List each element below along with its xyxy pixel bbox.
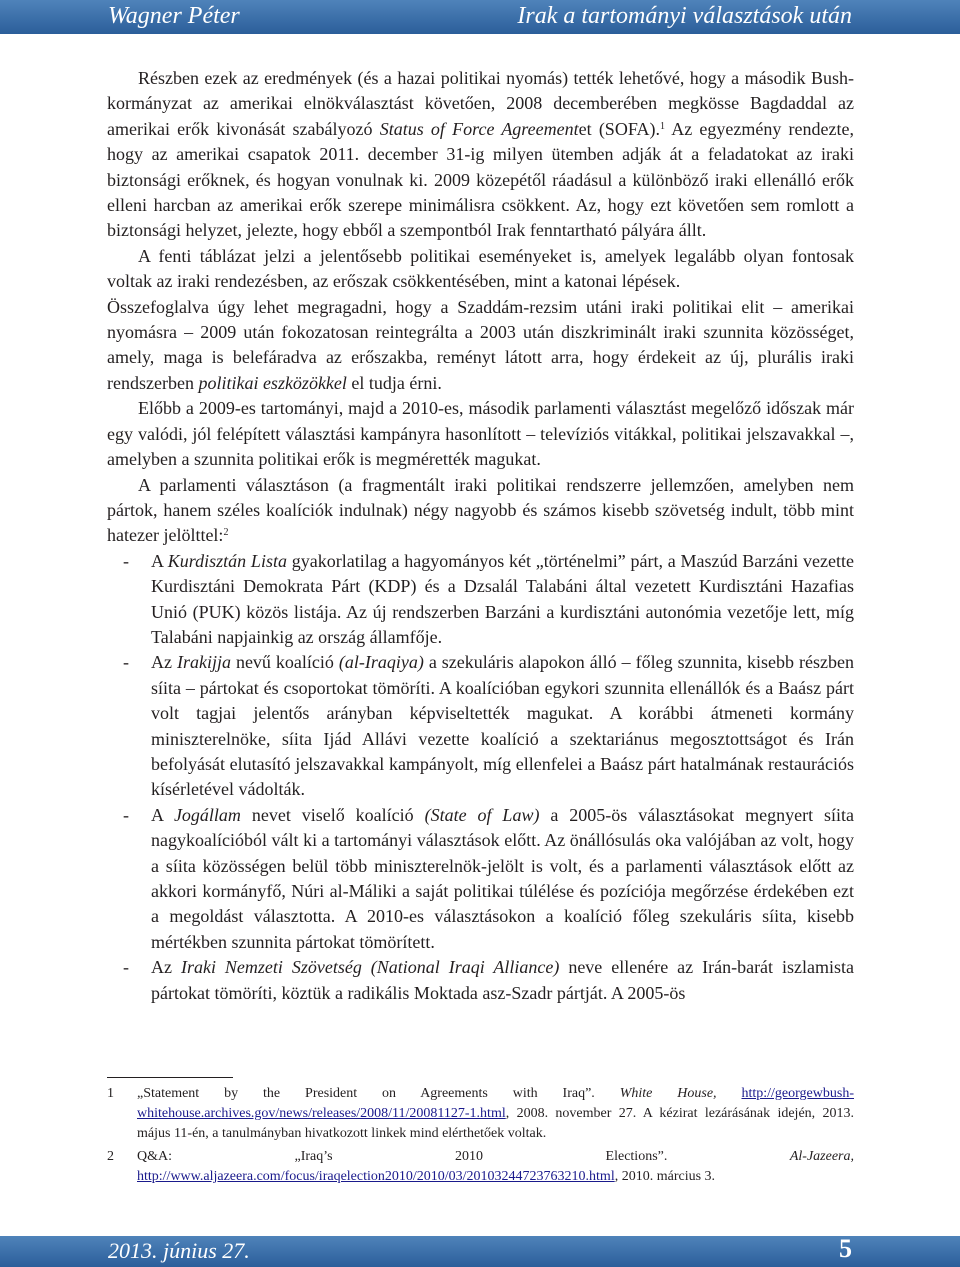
footnote-number: 1 (107, 1086, 114, 1101)
text-run: A (151, 804, 174, 825)
main-text (107, 66, 854, 1006)
text-run: gyakorlatilag a hagyományos két „történelmi” párt, a Maszúd Barzáni vezette Kurdisztáni Demokrata Párt (KDP) és a Dzsalál Talabáni által vezetett Kurdisztáni Hazafias Unió (PUK) közös listája. Az új rendszerben Barzáni a kurdisztáni autonómia vezetője lett, míg Talabáni napjainkig az ország államfője. (151, 550, 855, 647)
list-item-iraqiya (107, 650, 854, 802)
text-run: et (SOFA). (578, 118, 660, 139)
footnote-1 (107, 1084, 854, 1144)
dash-bullet: - (123, 550, 129, 571)
list-item-state-of-law (107, 803, 854, 955)
text-run: , 2010. március 3. (614, 1169, 716, 1184)
text-run: Összefoglalva úgy lehet megragadni, hogy a Szaddám-rezsim utáni iraki politikai elit – amerikai nyomásra – 2009 után fokozatosan reintegrálta a 2003 után diszkriminált iraki szunnita közösséget, amely, maga is belefáradva az erőszakba, reményt látott arra, hogy érdekeit az új, plurális iraki rendszerben (107, 296, 854, 393)
text-run: , 2008. november 27. A kézirat lezárásának idején, 2013. május 11-én, a tanulmányban hivatkozott linkek mind elérthetőek voltak. (137, 1106, 854, 1141)
text-run: Az (151, 652, 177, 673)
text-run: Részben ezek az eredmények (és a hazai politikai nyomás) tették lehetővé, hogy a második Bush-kormányzat az amerikai elnökválasztást követően, 2008 decemberében megkösse Bagdaddal az amerikai erők kivonását szabályozó (107, 68, 854, 139)
running-header-title: Irak a tartományi választások után (517, 3, 852, 29)
text-run: A parlamenti választáson (a fragmentált iraki politikai rendszerre jellemzően, amelyben nem pártok, hanem széles koalíciók indulnak) négy nagyobb és számos kisebb szövetség indult, több mint hatezer jelölttel: (107, 474, 854, 546)
text-run: nevet viselő koalíció (240, 804, 425, 825)
paragraph-5 (107, 473, 854, 549)
dash-bullet: - (123, 804, 129, 825)
text-run: nevű koalíció (230, 652, 339, 673)
paragraph-2: A fenti táblázat jelzi a jelentősebb politikai eseményeket is, amelyek legalább olyan fontosak voltak az iraki rendezésben, az erőszak csökkentésében, mint a katonai lépések. (107, 245, 854, 292)
dash-bullet: - (123, 652, 129, 673)
italic-term: Irakijja (176, 652, 231, 673)
paragraph-1 (107, 66, 854, 244)
running-header-author: Wagner Péter (108, 3, 240, 29)
page-number: 5 (839, 1234, 852, 1263)
text-run: Az egyezmény rendezte, hogy az amerikai csapatok 2011. december 31-ig milyen ütemben adják át a feladatokat az iraki biztonsági erőknek, és hogyan vonulnak ki. 2009 közepétől ráadásul a különböző iraki ellenálló erők elleni harcban az amerikai erők szerepe minimálisra csökkent. Az, hogy ezt követően sem romlott a biztonsági helyzet, jelezte, hogy ebből a szempontból Irak fenntartható pályára állt. (107, 118, 855, 241)
text-run: Az (151, 957, 181, 978)
italic-term: (State of Law) (424, 804, 540, 825)
footnote-divider (107, 1077, 233, 1078)
italic-term: Kurdisztán Lista (167, 550, 287, 571)
text-run: „Statement by the President on Agreements with Iraq”. (137, 1086, 620, 1101)
text-run: a 2005-ös választásokat megnyert síita nagykoalícióból vált ki a tartományi választások előtt. Az önállósulás oka valójában az volt, hogy a síita közösségen belül több miniszterelnök-jelölt is volt, és a parlamenti választások előtt az akkori kormányfő, Núri al-Máliki a saját politikai túlélése és pozíciója megőrzése érdekében ezt a megoldást választotta. A 2010-es választásokon a koalíció főleg szekuláris síita, kisebb mértékben szunnita pártokat tömörített. (151, 804, 854, 952)
footnote-ref-2[interactable]: 2 (223, 527, 229, 539)
italic-source: White House, (619, 1086, 717, 1101)
dash-bullet: - (123, 957, 129, 978)
list-item-kurdistan (107, 549, 854, 651)
footnote-1-link[interactable]: http://georgewbush-whitehouse.archives.gov/news/releases/2008/11/20081127-1.html (137, 1086, 854, 1121)
italic-source: Al-Jazeera, (789, 1149, 854, 1164)
text-run: Q&A: „Iraq’s 2010 Elections”. (137, 1149, 790, 1164)
footnote-2-link[interactable]: http://www.aljazeera.com/focus/iraqelection2010/2010/03/20103244723763210.html (137, 1169, 615, 1184)
footer-date: 2013. június 27. (108, 1238, 250, 1263)
italic-term: Status of Force Agreement (379, 118, 579, 139)
text-run: el tudja érni. (346, 372, 442, 393)
footnotes (107, 1084, 854, 1190)
coalition-list (107, 549, 854, 1006)
italic-term: Iraki Nemzeti Szövetség (National Iraqi Alliance) (180, 957, 560, 978)
footnote-number: 2 (107, 1149, 114, 1164)
italic-term: (al-Iraqiya) (338, 652, 424, 673)
italic-term: politikai eszközökkel (198, 372, 347, 393)
paragraph-3 (107, 295, 854, 397)
text-run: a szekuláris alapokon álló – főleg szunnita, kisebb részben síita – pártokat és csoportokat tömöríti. A koalícióban egykori szunnita ellenállók és a Baász párt volt tagjai jelentős arányban képviseltették magukat. A korábbi átmeneti kormány miniszterelnöke, síita Ijád Allávi vezette koalíció a szektariánus megosztottságot és Irán befolyását elutasító jelszavakkal kampányolt, míg ellenfelei a Baász párt hatalmának restaurációs kísérletével vádolták. (151, 652, 854, 800)
text-run: neve ellenére az Irán-barát iszlamista pártokat tömöríti, köztük a radikális Moktada asz-Szadr pártját. A 2005-ös (151, 957, 854, 1003)
list-item-national-iraqi-alliance (107, 955, 854, 1006)
text-run: A (151, 550, 168, 571)
text-run (717, 1086, 742, 1101)
italic-term: Jogállam (173, 804, 241, 825)
footnote-2 (107, 1147, 854, 1187)
footnote-ref-1[interactable]: 1 (660, 120, 665, 132)
paragraph-4: Előbb a 2009-es tartományi, majd a 2010-es, második parlamenti választást megelőző időszak már egy valódi, jól felépített választási kampányra hasonlított – televíziós vitákkal, politikai jelszavakkal –, amelyben a szunnita politikai erők is megmérették magukat. (107, 398, 854, 470)
